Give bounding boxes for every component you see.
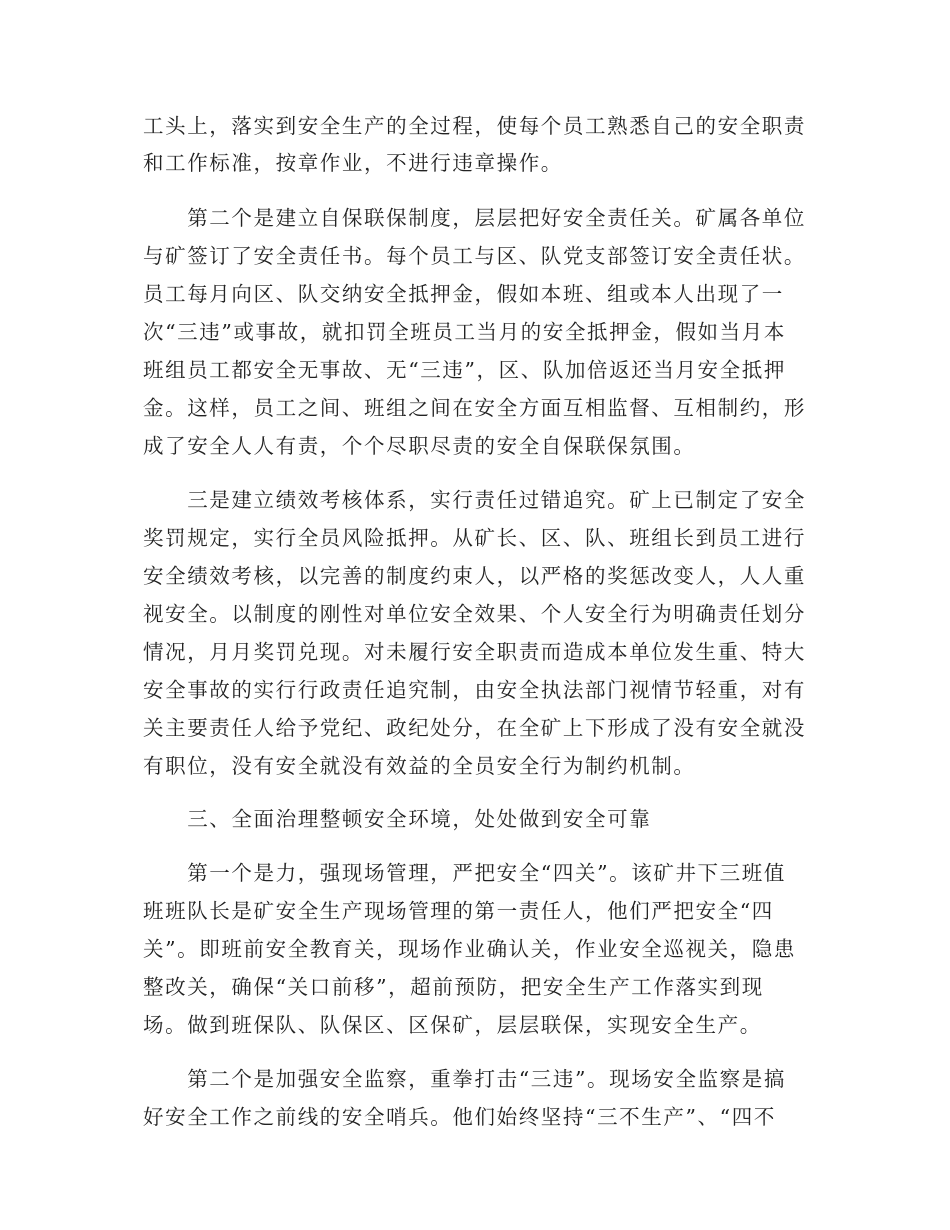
text-line: 关”。即班前安全教育关，现场作业确认关，作业安全巡视关，隐患 — [143, 937, 796, 961]
text-line: 关主要责任人给予党纪、政纪处分，在全矿上下形成了没有安全就没 — [143, 716, 806, 740]
text-line: 和工作标准，按章作业，不进行违章操作。 — [143, 151, 563, 175]
text-line: 安全绩效考核，以完善的制度约束人，以严格的奖惩改变人，人人重 — [143, 564, 806, 588]
text-line: 整改关，确保“关口前移”，超前预防，把安全生产工作落实到现 — [143, 975, 764, 999]
text-line: 视安全。以制度的刚性对单位安全效果、个人安全行为明确责任划分 — [143, 602, 806, 626]
text-line: 场。做到班保队、队保区、区保矿，层层联保，实现安全生产。 — [143, 1013, 762, 1037]
text-line: 次“三违”或事故，就扣罚全班员工当月的安全抵押金，假如当月本 — [143, 320, 786, 344]
text-line: 情况，月月奖罚兑现。对未履行安全职责而造成本单位发生重、特大 — [143, 640, 806, 664]
text-line: 好安全工作之前线的安全哨兵。他们始终坚持“三不生产”、“四不 — [143, 1105, 776, 1129]
text-line: 班组员工都安全无事故、无“三违”，区、队加倍返还当月安全抵押 — [143, 358, 786, 382]
text-line: 工头上，落实到安全生产的全过程，使每个员工熟悉自己的安全职责 — [143, 114, 806, 138]
text-line: 有职位，没有安全就没有效益的全员安全行为制约机制。 — [143, 754, 696, 778]
text-line: 第一个是力，强现场管理，严把安全“四关”。该矿井下三班值 — [143, 861, 786, 885]
text-line: 成了安全人人有责，个个尽职尽责的安全自保联保氛围。 — [143, 434, 696, 458]
text-line: 员工每月向区、队交纳安全抵押金，假如本班、组或本人出现了一 — [143, 282, 784, 306]
text-line: 第二个是建立自保联保制度，层层把好安全责任关。矿属各单位 — [143, 206, 806, 230]
section-heading: 三、全面治理整顿安全环境，处处做到安全可靠 — [143, 807, 652, 831]
text-line: 班班队长是矿安全生产现场管理的第一责任人，他们严把安全“四 — [143, 899, 774, 923]
text-line: 三是建立绩效考核体系，实行责任过错追究。矿上已制定了安全 — [143, 488, 806, 512]
text-line: 安全事故的实行行政责任追究制，由安全执法部门视情节轻重，对有 — [143, 678, 806, 702]
text-line: 奖罚规定，实行全员风险抵押。从矿长、区、队、班组长到员工进行 — [143, 526, 806, 550]
text-line: 金。这样，员工之间、班组之间在安全方面互相监督、互相制约，形 — [143, 396, 806, 420]
text-line: 与矿签订了安全责任书。每个员工与区、队党支部签订安全责任状。 — [143, 244, 806, 268]
text-line: 第二个是加强安全监察，重拳打击“三违”。现场安全监察是搞 — [143, 1067, 786, 1091]
